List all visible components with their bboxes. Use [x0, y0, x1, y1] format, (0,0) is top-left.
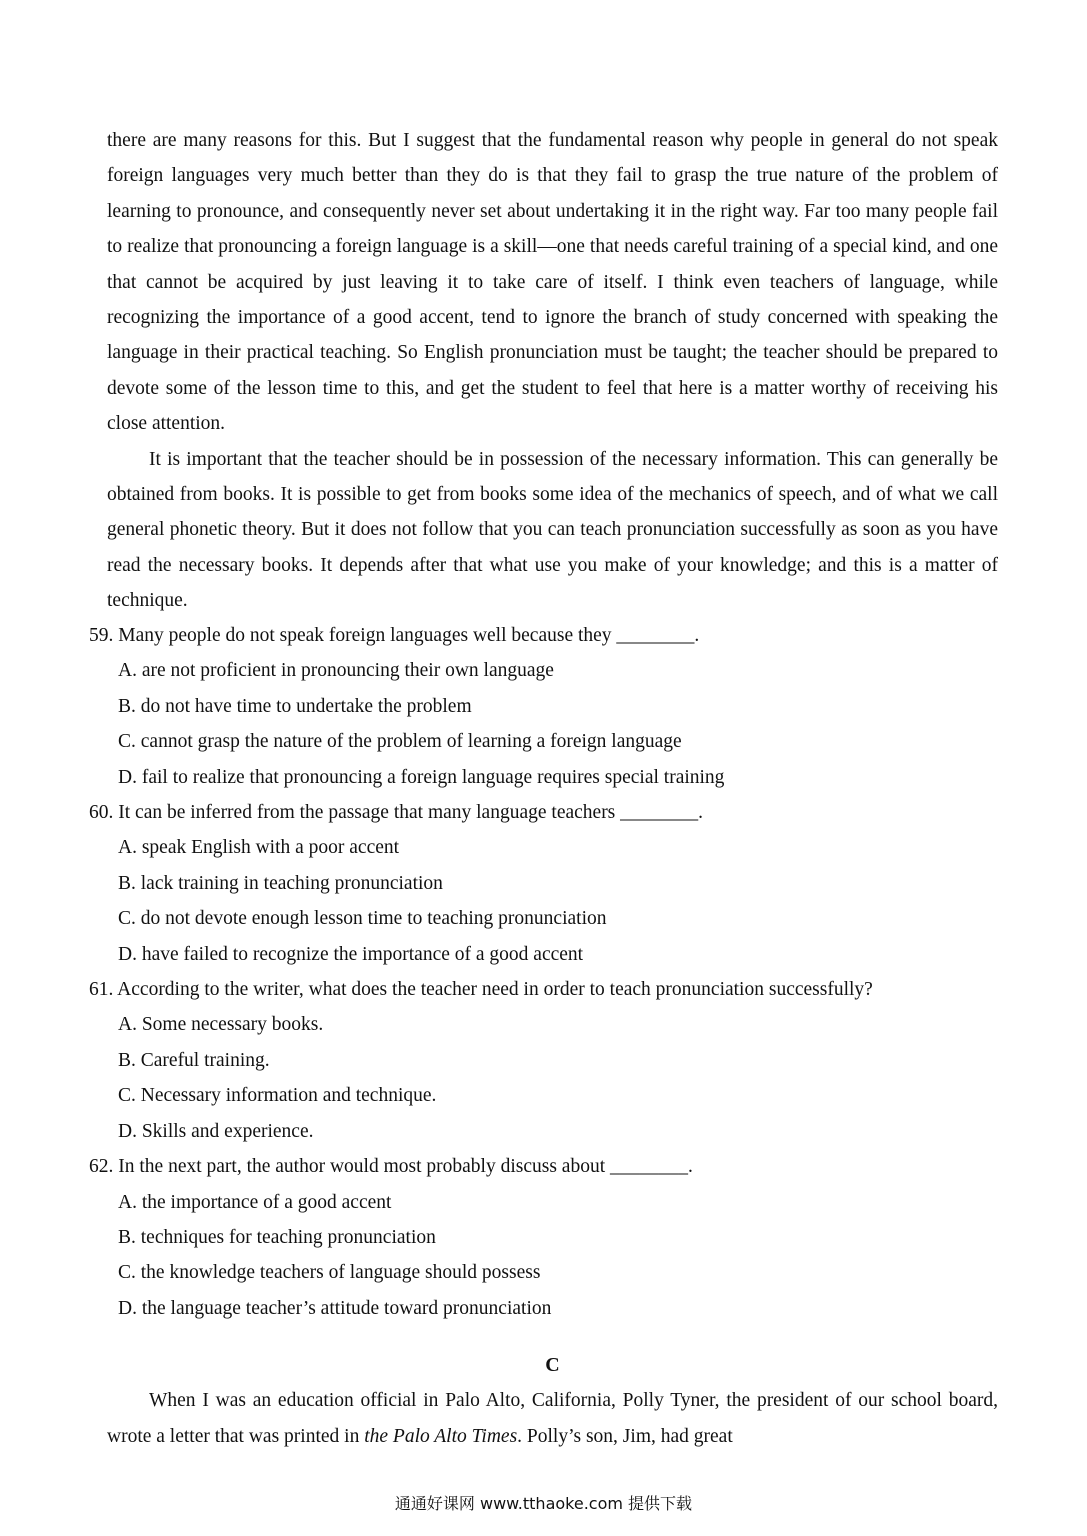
question-stem: 60. It can be inferred from the passage that many language teachers ________. [89, 802, 704, 824]
option-a: A. are not proficient in pronouncing their own language [118, 660, 554, 682]
option-b: B. techniques for teaching pronunciation [118, 1226, 436, 1248]
question-61 [89, 972, 999, 1149]
option-a: A. speak English with a poor accent [118, 837, 400, 859]
question-stem: 59. Many people do not speak foreign languages well because they ________. [89, 625, 700, 646]
option-d: D. Skills and experience. [118, 1120, 314, 1142]
section-c-text-start: When I was an education official in Palo Alto, California, Polly Tyner, the president of our school board, wrote a letter that was printed in [107, 1390, 998, 1447]
question-60 [89, 795, 999, 972]
section-c [107, 1348, 998, 1454]
passage-paragraph-1: there are many reasons for this. But I suggest that the fundamental reason why people in general do not speak foreign languages very much better than they do is that they fail to grasp the true nature of the problem of learning to pronounce, and consequently never set about undertaking it in the right way. Far too many people fail to realize that pronouncing a foreign language is a skill—one that needs careful training of a special kind, and one that cannot be acquired by just leaving it to take care of itself. I think even teachers of language, while recognizing the importance of a good accent, tend to ignore the branch of study concerned with speaking the language in their practical teaching. So English pronunciation must be taught; the teacher should be prepared to devote some of the lesson time to this, and get the student to feel that here is a matter worthy of receiving his close attention. [107, 130, 998, 435]
option-d: D. have failed to recognize the importance of a good accent [118, 943, 584, 965]
option-d: D. fail to realize that pronouncing a foreign language requires special training [118, 766, 725, 788]
option-b: B. lack training in teaching pronunciation [118, 872, 443, 894]
reading-passage [107, 123, 998, 619]
question-62 [89, 1149, 999, 1326]
option-b: B. Careful training. [118, 1049, 270, 1071]
section-heading: C [545, 1354, 560, 1376]
option-c: C. the knowledge teachers of language should possess [118, 1262, 541, 1284]
question-stem: 62. In the next part, the author would most probably discuss about ________. [89, 1156, 693, 1178]
page-footer: 通通好课网 www.tthaoke.com 提供下载 [394, 1494, 693, 1513]
passage-paragraph-2: It is important that the teacher should be in possession of the necessary information. This can generally be obtained from books. It is possible to get from books some idea of the mechanics of speech, and of what we call general phonetic theory. But it does not follow that you can teach pronunciation successfully as soon as you have read the necessary books. It depends after that what use you make of your knowledge; and this is a matter of technique. [107, 448, 998, 612]
option-a: A. Some necessary books. [118, 1014, 324, 1036]
section-c-text-end: . Polly’s son, Jim, had great [517, 1425, 733, 1447]
option-a: A. the importance of a good accent [118, 1191, 392, 1213]
newspaper-title: the Palo Alto Times [364, 1425, 518, 1447]
section-c-paragraph [107, 1383, 998, 1454]
question-stem: 61. According to the writer, what does the teacher need in order to teach pronunciation successfully? [89, 979, 873, 1001]
option-c: C. Necessary information and technique. [118, 1085, 437, 1107]
question-list [89, 618, 999, 1326]
option-c: C. cannot grasp the nature of the problem of learning a foreign language [118, 731, 682, 753]
option-d: D. the language teacher’s attitude toward pronunciation [118, 1297, 552, 1319]
question-59 [89, 618, 999, 795]
option-b: B. do not have time to undertake the problem [118, 695, 472, 717]
option-c: C. do not devote enough lesson time to teaching pronunciation [118, 908, 607, 930]
